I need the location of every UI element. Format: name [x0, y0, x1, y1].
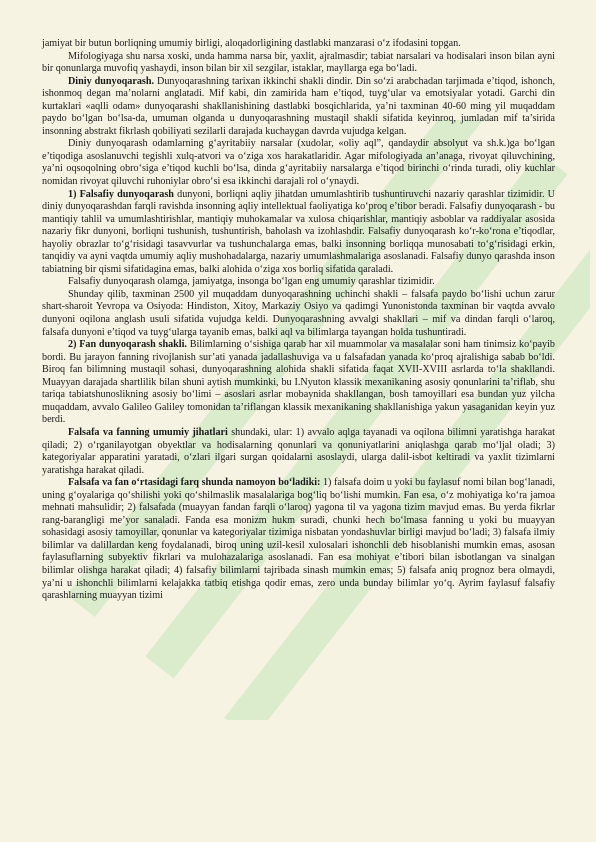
paragraph: jamiyat bir butun borliqning umumiy birligi, aloqadorligining dastlabki manzarasi o‘z ifodasini topgan.: [42, 38, 461, 49]
document-page: [42, 38, 555, 603]
paragraph-falsafiy-dunyoqarash: 1) Falsafiy dunyoqarash dunyoni, borliqni aqliy jihatdan umumlashtirib tushuntiruvchi nazariy qarashlar tizimidir. U diniy dunyoqarashdan farqli ravishda insonning aqliy intellektual faoliyatiga ko‘proq e’tibor beradi. Falsafiy dunyoqarash - bu mantiqiy tahlil va umumlashtirishlar, mantiqiy muhokamalar va xulosa chiqarishlar, mantiqiy asboblar va raddiyalar asosida nazariy fikr dunyoni, borliqni tushunish, tushuntirish, baholash va izohlashdir. Falsafiy dunyoqarash ko‘r-ko‘rona e’tiqodlar, hayoliy obrazlar to‘g‘risidagi tasavvurlar va tushunchalarga emas, balki insonning borliqqa munosabati to‘g‘risidagi erkin, tanqidiy va ayni vaqtda umumiy aqliy mushohadalarga, nazariy umumlashmalariga asoslanadi. Falsafiy dunyo qarashda inson tabiatning bir qismi sifatidagina emas, balki alohida o‘ziga xos borliq sifatida qaraladi.: [42, 188, 555, 275]
paragraph: Mifologiyaga shu narsa xoski, unda hamma narsa bir, yaxlit, ajralmasdir; tabiat narsalari va hodisalari inson bilan ayni bir qonunlarga muvofiq yashaydi, inson bilan bir xil sezgilar, istaklar, mayllarga ega bo‘ladi.: [42, 50, 555, 75]
paragraph-farq: Falsafa va fan o‘rtasidagi farq shunda namoyon bo‘ladiki: 1) falsafa doim u yoki bu faylasuf nomi bilan bog‘lanadi, uning g‘oyalariga qo‘shilishi yoki qo‘shilmaslik masalalariga bog‘liq bo‘lishi mumkin. Fan esa, o‘z mohiyatiga ko‘ra jamoa mehnati mahsulidir; 2) falsafada (muayyan fandan farqli o‘laroq) yagona til va yagona tizim mavjud emas. Bu yerda fikrlar rang-barangligi me’yor sanaladi. Fanda esa monizm hukm suradi, chunki hech bo‘lmasa fanning u yoki bu muayyan sohasidagi asosiy tamoyillar, qonunlar va kategoriyalar tizimiga nisbatan yondashuvlar birligi mavjud bo‘ladi; 3) falsafa ilmiy bilimlar va dalillardan keng foydalanadi, biroq uning uzil-kesil xulosalari ishonchli deb hisoblanishi mumkin emas, asosan faylasuflarning subyektiv fikrlari va mulohazalariga asoslanadi. Fan esa mohiyat e’tibori bilan isbotlangan va sinalgan bilimlar olishga harakat qiladi; 4) falsafiy bilimlarni tajribada sinash mumkin emas; 5) falsafa aniq prognoz bera olmaydi, ya’ni u ishonchli bilimlarni kelajakka tatbiq etishga qodir emas, zero unda bunday bilimlar yo‘q. Ayrim faylasuf falsafiy qarashlarning muayyan tizimi: [42, 477, 555, 602]
paragraph-diniy-dunyoqarash: Diniy dunyoqarash. Dunyoqarashning tarixan ikkinchi shakli dindir. Din so‘zi arabchadan tarjimada e’tiqod, ishonch, ishonmoq degan ma’nolarni anglatadi. Mif kabi, din zamirida ham e’tiqod, tuyg‘ular va emotsiyalar yotadi. Garchi din kurtaklari «aqlli odam» dunyoqarashi shakllanishining dastlabki bosqichlarida, ya’ni taxminan 40-60 ming yil muqaddam paydo bo‘lgan bo‘lsa-da, umuman olganda u dunyoqarashning mustaqil shakli sifatida keyinroq, jumladan mif ta’sirida insonning abstrakt fikrlash qobiliyati sezilarli darajada kuchaygan davrda vujudga kelgan.: [42, 75, 555, 137]
paragraph: Diniy dunyoqarash odamlarning g‘ayritabiiy narsalar (xudolar, «oliy aql”, qandaydir absolyut va sh.k.)ga bo‘lgan e’tiqodiga asoslanuvchi tegishli xulq-atvori va o‘ziga xos harakatlaridir. Agar mifologiyada an’anaga, rivoyat qiluvchining, ya’ni oqsoqolning obro‘siga e’tiqod kuchli bo‘lsa, dinda g‘ayritabiiy narsalarga e’tiqod birinchi o‘rinda turadi, oliy kuchlar nomidan rivoyat qiluvchi ruhoniylar obro‘si esa ikkinchi darajali rol o‘ynaydi.: [42, 138, 555, 188]
heading-inline: Falsafa va fan o‘rtasidagi farq shunda namoyon bo‘ladiki:: [68, 477, 321, 489]
heading-inline: Diniy dunyoqarash.: [68, 75, 155, 87]
paragraph: Falsafiy dunyoqarash olamga, jamiyatga, insonga bo‘lgan eng umumiy qarashlar tizimidir.: [68, 276, 435, 288]
heading-inline: 2) Fan dunyoqarash shakli.: [68, 339, 187, 351]
paragraph-umumiy-jihatlar: Falsafa va fanning umumiy jihatlari shundaki, ular: 1) avvalo aqlga tayanadi va oqilona bilimni yaratishga harakat qiladi; 2) o‘rganilayotgan obyektlar va hodisalarning qonunlari va qonuniyatlarini aniqlashga qarab mo‘ljal oladi; 3) kategoriyalar apparatini yaratadi, o‘zlari ilgari surgan qoidalarni asoslaydi, ularga dalil-isbot keltiradi va yaxlit tizimlarni yaratishga harakat qiladi.: [42, 426, 555, 476]
heading-inline: Falsafa va fanning umumiy jihatlari: [68, 426, 228, 438]
paragraph-fan-dunyoqarash: 2) Fan dunyoqarash shakli. Bilimlarning o‘sishiga qarab har xil muammolar va masalalar soni ham tinimsiz ko‘payib bordi. Bu jarayon fanning rivojlanish sur’ati yanada jadallashuviga va u falsafadan yanada ko‘proq ajralishiga sabab bo‘ldi. Biroq fan bilimning mustaqil sohasi, dunyoqarashning alohida shakli sifatida faqat XVII-XVIII asrlarda to‘la shakllandi. Muayyan darajada shartlilik bilan shuni aytish mumkinki, bu I.Nyuton klassik mexanikaning asosiy qonunlarini ta’riflab, shu tariqa tabiatshunoslikning asosiy bo‘limi – asoslari asrlar mobaynida shakllangan, bosh tamoyillari esa bundan yuz yilcha muqaddam, avvalo Galileo Galiley tomonidan ta’riflangan klassik mexanikaning shakllanishiga yakun yasaganidan keyin yuz berdi.: [42, 339, 555, 426]
paragraph: Shunday qilib, taxminan 2500 yil muqaddam dunyoqarashning uchinchi shakli – falsafa paydo bo‘lishi uchun zarur shart-sharoit Yevropa va Osiyoda: Hindiston, Xitoy, Markaziy Osiyo va qadimgi Yunonistonda taxminan bir vaqtda avvalo dunyoni oqilona anglash usuli sifatida vujudga keldi. Dunyoqarashning avvalgi shakllari – mif va dindan farqli o‘laroq, falsafa dunyoni e’tiqod va tuyg‘ularga tayanib emas, balki aql va bilimlarga tayangan holda tushuntiradi.: [42, 288, 555, 338]
heading-inline: 1) Falsafiy dunyoqarash: [68, 188, 174, 200]
